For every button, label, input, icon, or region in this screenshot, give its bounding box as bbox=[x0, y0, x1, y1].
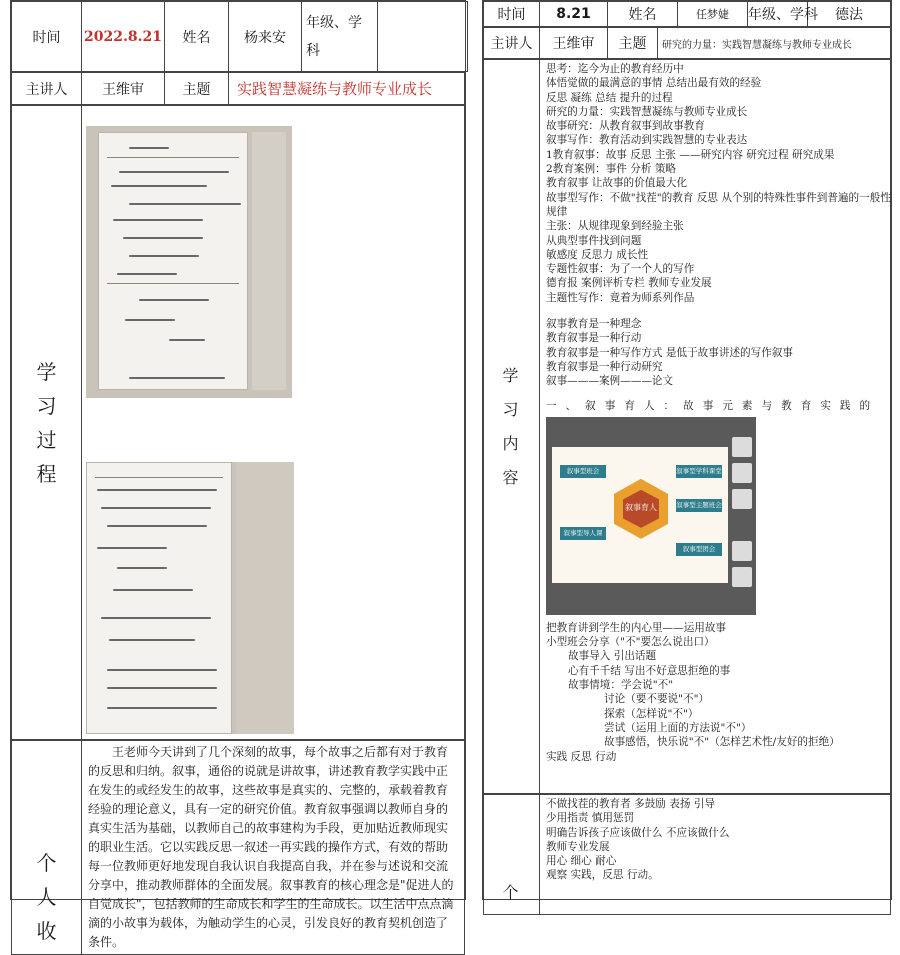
video-thumbnail bbox=[732, 567, 752, 587]
hexagon-diagram bbox=[614, 479, 668, 539]
note-line: 教育叙事是一种行动研究 bbox=[546, 360, 663, 373]
note-line: 观察 实践，反思 行动。 bbox=[546, 869, 659, 882]
time-value: 8.21 bbox=[540, 2, 608, 27]
section-heading: 一、叙事育人：故事元素与教育实践的 bbox=[546, 399, 880, 412]
topic-value: 实践智慧凝练与教师专业成长 bbox=[229, 73, 465, 105]
note-line: 探索（怎样说"不"） bbox=[604, 707, 699, 720]
video-thumbnail bbox=[732, 541, 752, 561]
notes-bottom-list bbox=[546, 621, 884, 764]
note-line: 敏感度 反思力 成长性 bbox=[546, 248, 649, 261]
reflection-label: 个人收 bbox=[36, 851, 59, 943]
content-notes-cell bbox=[540, 60, 891, 794]
note-line: 教育叙事是一种写作方式 是低于故事讲述的写作叙事 bbox=[546, 346, 794, 359]
note-line: 教育叙事 让故事的价值最大化 bbox=[546, 177, 688, 190]
reflection-cell bbox=[82, 741, 465, 955]
note-line: 主张：从规律现象到经验主张 bbox=[546, 220, 684, 233]
slide-box-5: 叙事型团会 bbox=[676, 543, 722, 556]
slide-box-3: 叙事型主题班会 bbox=[676, 499, 722, 512]
reflection-label-cell bbox=[12, 741, 82, 955]
note-line: 故事情境：学会说"不" bbox=[568, 679, 674, 692]
process-label-cell bbox=[12, 106, 82, 740]
note-line: 故事型写作：不做"找茬"的教育 反思 从个别的特殊性事件到普遍的一般性 bbox=[546, 191, 891, 204]
note-line: 故事导入 引出话题 bbox=[568, 650, 657, 663]
note-line: 主题性写作：竟着为师系列作品 bbox=[546, 291, 695, 304]
name-value: 任梦婕 bbox=[678, 2, 748, 27]
note-line: 少用指责 慎用惩罚 bbox=[546, 812, 635, 825]
note-line: 反思 凝练 总结 提升的过程 bbox=[546, 91, 673, 104]
topic-label: 主题 bbox=[165, 73, 229, 105]
note-line: 用心 细心 耐心 bbox=[546, 855, 617, 868]
reflection-paragraph: 王老师今天讲到了几个深刻的故事，每个故事之后都有对于教育的反思和归纳。叙事，通俗的说就是讲故事，讲述教育教学实践中正在发生的或经发生的故事，这些故事是真实的、完整的，承载着教育经验的理论意义，具有一定的研究价值。教育叙事强调以教师自身的真实生活为基础，以教师自己的故事建构为手段，更加贴近教师现实的职业生活。它以实践反思一叙述一再实践的操作方式，有效的帮助每一位教师更好地发现自我认识自我提高自我，并在参与述说和交流分享中，推动教师群体的全面发展。叙事教育的核心理念是"促进人的自觉成长"，包括教师的生命成长和学生的生命成长。以生活中点点滴滴的小故事为载体，为触动学生的心灵，引发良好的教育契机创造了条件。 bbox=[88, 745, 454, 949]
time-label: 时间 bbox=[12, 2, 82, 72]
slide-box-4: 叙事型导人课 bbox=[560, 527, 606, 540]
handwritten-notes-photo-1 bbox=[86, 126, 292, 398]
content-label: 学习内容 bbox=[502, 365, 521, 487]
note-line: 规律 bbox=[546, 205, 568, 218]
note-line: 尝试（运用上面的方法说"不"） bbox=[604, 721, 752, 734]
hexagon-center-label: 叙事育人 bbox=[625, 502, 657, 512]
right-header-table bbox=[483, 1, 891, 27]
name-label: 姓名 bbox=[608, 2, 678, 27]
note-line: 明确告诉孩子应该做什么 不应该做什么 bbox=[546, 826, 730, 839]
study-notes bbox=[540, 60, 890, 766]
note-line: 2教育案例：事件 分析 策略 bbox=[546, 163, 677, 176]
topic-label: 主题 bbox=[608, 28, 658, 59]
video-thumbnail bbox=[732, 463, 752, 483]
right-speaker-table bbox=[483, 27, 891, 59]
slide-box-2: 叙事型学科课堂 bbox=[676, 465, 722, 478]
right-reflection-table bbox=[483, 794, 891, 915]
slide-box-1: 叙事型班会 bbox=[560, 465, 606, 478]
left-process-table bbox=[11, 105, 465, 740]
note-line: 从典型事件找到问题 bbox=[546, 234, 642, 247]
grade-subject-value: 德法 bbox=[808, 2, 891, 27]
video-thumbnail bbox=[732, 437, 752, 457]
note-line: 小型班会分享（"不"要怎么说出口） bbox=[546, 636, 715, 649]
speaker-value: 王维审 bbox=[82, 73, 165, 105]
note-line: 心有千千结 写出不好意思拒绝的事 bbox=[568, 664, 731, 677]
handwritten-notes-photo-2 bbox=[86, 462, 294, 734]
process-label: 学习过程 bbox=[36, 359, 59, 486]
right-record-form bbox=[482, 0, 892, 900]
left-speaker-table bbox=[11, 72, 465, 105]
time-label: 时间 bbox=[484, 2, 540, 27]
name-value: 杨来安 bbox=[229, 2, 302, 72]
note-line: 实践 反思 行动 bbox=[546, 750, 617, 763]
note-line: 德育报 案例评析专栏 教师专业发展 bbox=[546, 277, 712, 290]
note-line: 讨论（要不要说"不"） bbox=[604, 693, 710, 706]
speaker-label: 主讲人 bbox=[12, 73, 82, 105]
notes-mid-list bbox=[546, 317, 884, 388]
grade-subject-value bbox=[378, 2, 468, 72]
note-line: 教师专业发展 bbox=[546, 840, 610, 853]
note-line: 叙事教育是一种理念 bbox=[546, 318, 642, 331]
reflection-label-cell bbox=[484, 795, 540, 915]
speaker-label: 主讲人 bbox=[484, 28, 540, 59]
speaker-value: 王维审 bbox=[540, 28, 608, 59]
right-content-table bbox=[483, 59, 891, 794]
topic-value: 研究的力量：实践智慧凝练与教师专业成长 bbox=[658, 28, 891, 59]
reflection-label: 个 bbox=[502, 883, 521, 902]
note-line: 专题性叙事：为了一个人的写作 bbox=[546, 263, 695, 276]
left-reflection-table bbox=[11, 740, 465, 955]
note-line: 不做找茬的教育者 多鼓励 表扬 引导 bbox=[546, 798, 716, 810]
note-line: 体悟觉做的最满意的事情 总结出最有效的经验 bbox=[546, 77, 762, 90]
grade-subject-label: 年级、学科 bbox=[748, 2, 808, 27]
note-line: 研究的力量：实践智慧凝练与教师专业成长 bbox=[546, 105, 748, 118]
video-thumbnail bbox=[732, 489, 752, 509]
note-line: 故事感悟，快乐说"不"（怎样艺术性/友好的拒绝） bbox=[604, 736, 840, 749]
name-label: 姓名 bbox=[165, 2, 229, 72]
note-line: 教育叙事是一种行动 bbox=[546, 332, 642, 345]
note-line: 故事研究：从教育叙事到故事教育 bbox=[546, 120, 705, 133]
reflection-notes-list bbox=[540, 795, 890, 885]
notes-top-list bbox=[546, 62, 891, 305]
content-label-cell bbox=[484, 60, 540, 794]
left-record-form bbox=[10, 0, 466, 949]
left-header-table bbox=[11, 1, 468, 72]
note-line: 1教育叙事：故事 反思 主张 ——研究内容 研究过程 研究成果 bbox=[546, 148, 835, 161]
note-line: 把教育讲到学生的内心里——运用故事 bbox=[546, 621, 727, 634]
lecture-slide-screenshot bbox=[546, 417, 756, 615]
note-line: 叙事———案例———论文 bbox=[546, 375, 674, 388]
note-line: 叙事写作：教育活动到实践智慧的专业表达 bbox=[546, 134, 748, 147]
time-value: 2022.8.21 bbox=[82, 2, 165, 72]
grade-subject-label: 年级、学科 bbox=[302, 2, 378, 72]
process-photos-cell bbox=[82, 106, 465, 740]
note-line: 思考：迄今为止的教育经历中 bbox=[546, 63, 684, 75]
slide-frame bbox=[552, 447, 728, 583]
reflection-notes-cell bbox=[540, 795, 891, 915]
